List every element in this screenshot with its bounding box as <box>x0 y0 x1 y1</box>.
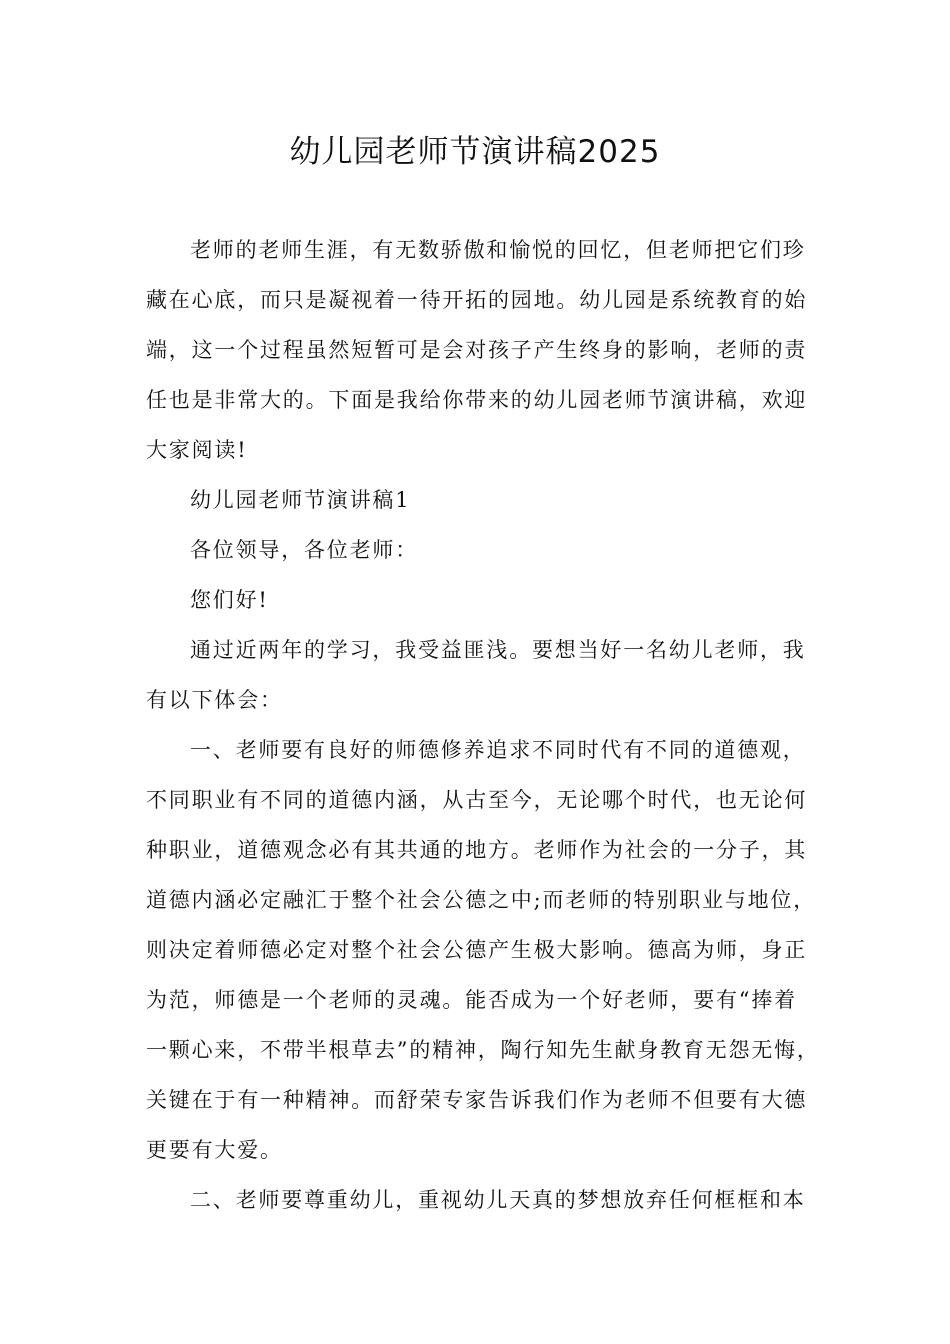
section-heading <box>146 475 826 525</box>
paragraph-intro <box>146 225 826 475</box>
text-line: 任也是非常大的。下面是我给你带来的幼儿园老师节演讲稿，欢迎 <box>146 388 808 412</box>
text-line: 端，这一个过程虽然短暂可是会对孩子产生终身的影响，老师的责 <box>146 338 808 362</box>
text-line: 更要有大爱。 <box>146 1138 283 1162</box>
text-line: 道德内涵必定融汇于整个社会公德之中;而老师的特别职业与地位， <box>146 888 817 912</box>
greeting <box>146 575 826 625</box>
text-line: 老师的老师生涯，有无数骄傲和愉悦的回忆，但老师把它们珍 <box>190 238 806 262</box>
text-line: 您们好! <box>190 588 269 612</box>
text-line: 有以下体会： <box>146 688 283 712</box>
text-line: 各位领导，各位老师： <box>190 538 418 562</box>
text-line: 通过近两年的学习，我受益匪浅。要想当好一名幼儿老师，我 <box>190 638 806 662</box>
document-body <box>146 225 826 1225</box>
text-line: 二、老师要尊重幼儿，重视幼儿天真的梦想放弃任何框框和本 <box>190 1188 806 1212</box>
text-line: 一颗心来，不带半根草去”的精神，陶行知先生献身教育无怨无悔， <box>146 1038 820 1062</box>
text-line: 一、老师要有良好的师德修养追求不同时代有不同的道德观， <box>190 738 806 762</box>
text-line: 大家阅读! <box>146 438 248 462</box>
paragraph-point-two <box>146 1175 826 1225</box>
text-line: 则决定着师德必定对整个社会公德产生极大影响。德高为师，身正 <box>146 938 808 962</box>
document-title: 幼儿园老师节演讲稿2025 <box>289 134 661 170</box>
salutation <box>146 525 826 575</box>
text-line: 种职业，道德观念必有其共通的地方。老师作为社会的一分子，其 <box>146 838 808 862</box>
text-line: 幼儿园老师节演讲稿1 <box>190 488 411 512</box>
text-line: 关键在于有一种精神。而舒荣专家告诉我们作为老师不但要有大德 <box>146 1088 808 1112</box>
paragraph-point-one <box>146 725 826 1175</box>
text-line: 为范，师德是一个老师的灵魂。能否成为一个好老师，要有“捧着 <box>146 988 797 1012</box>
paragraph-experience <box>146 625 826 725</box>
text-line: 不同职业有不同的道德内涵，从古至今，无论哪个时代，也无论何 <box>146 788 808 812</box>
text-line: 藏在心底，而只是凝视着一待开拓的园地。幼儿园是系统教育的始 <box>146 288 808 312</box>
